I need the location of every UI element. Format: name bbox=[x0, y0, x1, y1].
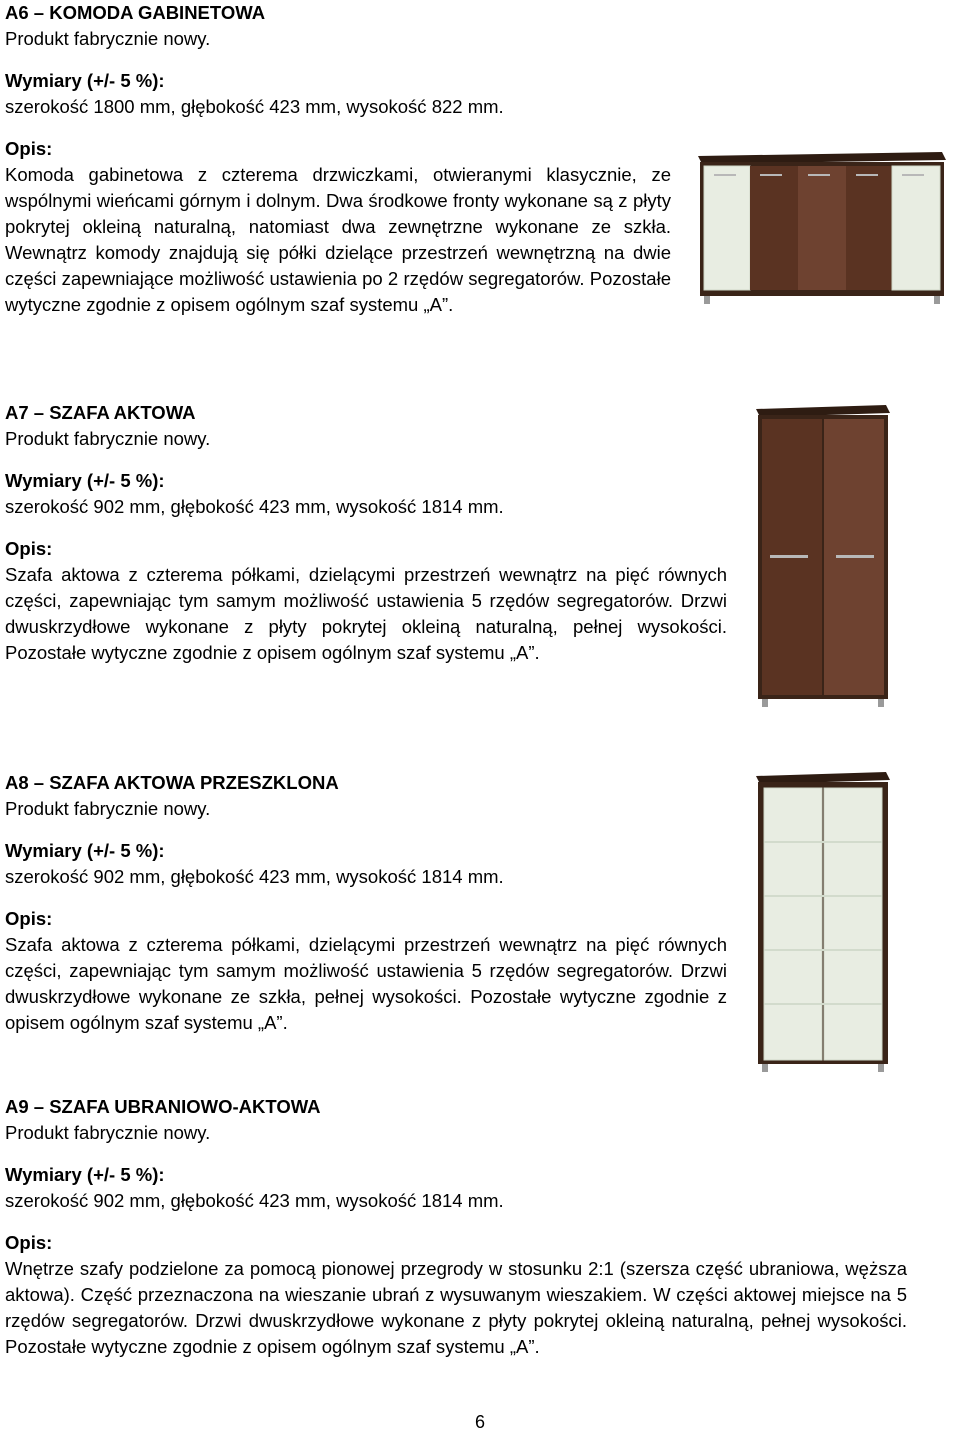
description-text: Wnętrze szafy podzielone za pomocą pionowej przegrody w stosunku 2:1 (szersza część ubraniowa, węższa aktowa). Część przeznaczona na wieszanie ubrań z wysuwanym wieszakiem. W części aktowej miejsce na 5 rzędów segregatorów. Drzwi dwuskrzydłowe wykonane z płyty pokrytej okleiną naturalną, pełnej wysokości. Pozostałe wytyczne zgodnie z opisem ogólnym szaf systemu „A”. bbox=[5, 1258, 907, 1357]
description-text: Komoda gabinetowa z czterema drzwiczkami, otwieranymi klasycznie, ze wspólnymi wieńcami górnym i dolnym. Dwa środkowe fronty wykonane są z płyty pokrytej okleiną naturalną, natomiast dwa zewnętrzne wykonane ze szkła. Wewnątrz komody znajdują się półki dzielące przestrzeń wewnętrzną na dwie części zapewniające możliwość ustawienia po 2 rzędów segregatorów. Pozostałe wytyczne zgodnie z opisem ogólnym szaf systemu „A”. bbox=[5, 164, 671, 315]
page-number: 6 bbox=[474, 1412, 485, 1432]
product-status: Produkt fabrycznie nowy. bbox=[5, 798, 211, 819]
section-a7 bbox=[5, 400, 727, 666]
section-title: A8 – SZAFA AKTOWA PRZESZKLONA bbox=[5, 772, 339, 793]
dimensions-label: Wymiary (+/- 5 %): bbox=[5, 70, 165, 91]
product-status: Produkt fabrycznie nowy. bbox=[5, 28, 211, 49]
description-label: Opis: bbox=[5, 538, 53, 559]
section-a6 bbox=[5, 0, 671, 318]
description-label: Opis: bbox=[5, 1232, 53, 1253]
dimensions-label: Wymiary (+/- 5 %): bbox=[5, 470, 165, 491]
product-status: Produkt fabrycznie nowy. bbox=[5, 428, 211, 449]
product-status: Produkt fabrycznie nowy. bbox=[5, 1122, 211, 1143]
section-title: A9 – SZAFA UBRANIOWO-AKTOWA bbox=[5, 1096, 321, 1117]
dimensions-text: szerokość 902 mm, głębokość 423 mm, wysokość 1814 mm. bbox=[5, 496, 504, 517]
glass-cabinet-image bbox=[752, 772, 892, 1075]
section-title: A7 – SZAFA AKTOWA bbox=[5, 402, 196, 423]
dimensions-label: Wymiary (+/- 5 %): bbox=[5, 840, 165, 861]
dimensions-text: szerokość 902 mm, głębokość 423 mm, wysokość 1814 mm. bbox=[5, 866, 504, 887]
file-cabinet-image bbox=[752, 405, 892, 710]
description-label: Opis: bbox=[5, 908, 53, 929]
dimensions-text: szerokość 902 mm, głębokość 423 mm, wysokość 1814 mm. bbox=[5, 1190, 504, 1211]
dimensions-text: szerokość 1800 mm, głębokość 423 mm, wysokość 822 mm. bbox=[5, 96, 504, 117]
section-title: A6 – KOMODA GABINETOWA bbox=[5, 2, 266, 23]
dimensions-label: Wymiary (+/- 5 %): bbox=[5, 1164, 165, 1185]
description-text: Szafa aktowa z czterema półkami, dzielącymi przestrzeń wewnątrz na pięć równych części, zapewniając tym samym możliwość ustawienia 5 rzędów segregatorów. Drzwi dwuskrzydłowe wykonane ze szkła, pełnej wysokości. Pozostałe wytyczne zgodnie z opisem ogólnym szaf systemu „A”. bbox=[5, 934, 727, 1033]
description-text: Szafa aktowa z czterema półkami, dzielącymi przestrzeń wewnątrz na pięć równych części, zapewniając tym samym możliwość ustawienia 5 rzędów segregatorów. Drzwi dwuskrzydłowe wykonane z płyty pokrytej okleiną naturalną, pełnej wysokości. Pozostałe wytyczne zgodnie z opisem ogólnym szaf systemu „A”. bbox=[5, 564, 727, 663]
description-label: Opis: bbox=[5, 138, 53, 159]
section-a9 bbox=[5, 1094, 907, 1360]
sideboard-image bbox=[696, 152, 948, 308]
section-a8 bbox=[5, 770, 727, 1036]
